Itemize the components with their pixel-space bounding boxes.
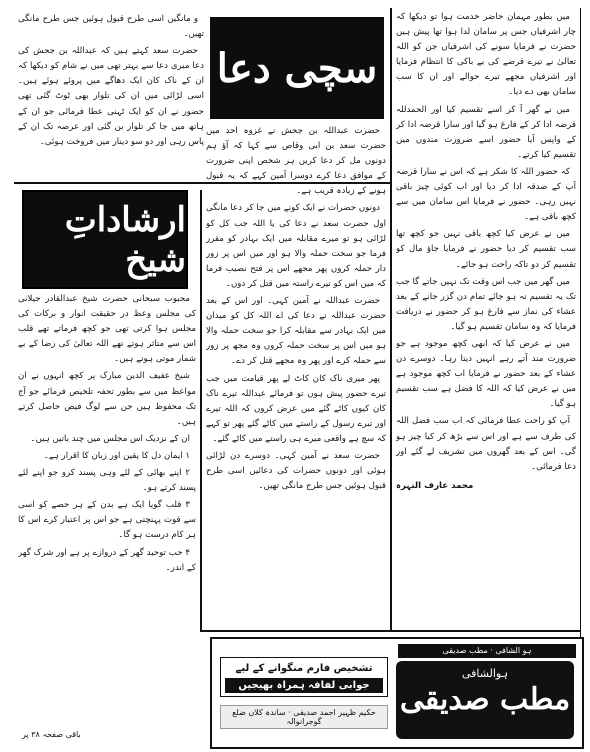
article-paragraph: شیخ عفیف الدین مبارک پر کچھ انہوں نے ان مواعظ میں سے بطور تحفہ تلخیص فرمائے جو آج تک محفوظ ہیں جن سے لوگ فیض حاصل کرتے ہیں۔	[18, 371, 196, 427]
numbered-point: ۲ اپنے بھائی کے لئے وہی پسند کرو جو اپنے لئے پسند کرتے ہو۔	[18, 468, 196, 494]
ad-logo-small: ہوالشافی	[461, 667, 509, 680]
ad-notice-line: جوابی لفافہ ہمراہ بھیجیں	[225, 678, 383, 693]
ad-notice-box	[220, 657, 388, 697]
article-paragraph: میں گھر میں جب اس وقت تک نہیں جاتے گا جب تک یہ تقسیم نہ ہو جائے تمام دن گزر جانے کے بعد عشاء کی نماز سے فارغ ہو کر حضور نے دریافت فرمایا کہ وہ سامان تقسیم ہو گیا۔	[396, 276, 576, 332]
right-column-article	[396, 10, 576, 628]
article-paragraph: میں نے عرض کیا کچھ باقی نہیں جو کچھ تھا سب تقسیم کر دیا حضور نے فرمایا جاؤ مال کو تقسیم کر دو تاکہ راحت ہو جائے۔	[396, 229, 576, 270]
continued-note: باقی صفحہ ۳۸ پر	[22, 730, 81, 739]
article-title-dua	[210, 17, 384, 119]
article-paragraph: میں نے گھر آ کر اسے تقسیم کیا اور الحمدللہ قرضہ ادا کر کے فارغ ہو گیا اور سارا قرضہ ادا کر کے واپس آیا حضور اسے ضرورت مندوں میں تقسیم کیا کرتے۔	[396, 104, 576, 160]
ad-header-strip: ہو الشافی · مطب صدیقی	[398, 644, 576, 658]
article-paragraph: میں نے عرض کیا کہ ابھی کچھ موجود ہے جو ضرورت مند آتے رہے انہیں دیتا رہا۔ دوسرے دن عشاء کے بعد حضور نے فرمایا اب کچھ موجود ہے میں نے عرض کیا کہ اللہ کا فضل ہے سب تقسیم ہو گیا۔	[396, 338, 576, 410]
article-paragraph: و مانگیں اسی طرح قبول ہوئیں جس طرح مانگی تھیں۔	[18, 14, 204, 40]
advertisement	[210, 637, 584, 749]
middle-column-article	[206, 124, 386, 628]
article-paragraph: حضرت سعد کہتے ہیں کہ عبداللہ بن جحش کی دعا میری دعا سے بہتر تھی میں نے شام کو دیکھا کہ ان کے ناک کان ایک دھاگے میں پروئے ہوئے ہیں۔ اسی لڑائی میں ان کی تلوار بھی ٹوٹ گئی تھی حضور نے ان کو ایک ٹہنی عطا فرمائی جو ان کے ہاتھ میں جا کر تلوار بن گئی اور عرصہ تک ان کے پاس رہی اور دو سو دینار میں فروخت ہوئی۔	[18, 46, 204, 147]
article-paragraph: ان کے نزدیک اس مجلس میں چند باتیں ہیں۔	[30, 433, 190, 444]
ad-address: حکیم ظہیر احمد صدیقی · ساندہ کلاں ضلع گوجرانوالہ	[220, 705, 388, 729]
article-paragraph: میں بطور مہمان حاضر خدمت ہوا تو دیکھا کہ چار اشرفیاں جس پر سامان لدا ہوا تھا پیش ہیں حضرت نے فرمایا سونے کی اشرفیاں جن کو اللہ تعالیٰ نے تیرے قرضے کی بے باکی کا انتظام فرمایا اور اشرفیاں مجھے تیرے حوالے اور ان کا سب سامان بھی دے دیا۔	[396, 12, 576, 98]
ad-info	[220, 657, 388, 729]
article-paragraph: دونوں حضرات نے ایک کونے میں جا کر دعا مانگی اول حضرت سعد نے دعا کی یا اللہ جب کل کو لڑائی ہو تو میرے مقابلہ میں ایک بہادر کو مقرر فرما جو سخت حملہ والا ہو اور میں اس پر زور دار حملہ کروں پھر مجھے اس پر فتح نصیب فرما کہ میں اس کو تیرے راستہ میں قتل کر دوں۔	[206, 203, 386, 289]
title-text: سچی دعا	[216, 44, 378, 92]
article-paragraph: حضرت عبداللہ بن جحش نے غزوہ احد میں حضرت سعد بن ابی وقاص سے کہا کہ آؤ ہم دونوں مل کر دعا کریں ہر شخص اپنی ضرورت کے موافق دعا کرے دوسرا آمین کہے کہ یہ قبول ہونے کے زیادہ قریب ہے۔	[206, 126, 386, 197]
article-paragraph: آپ کو راحت عطا فرمائی کہ اب سب فضل اللہ کی طرف سے ہے اور اس سے بڑھ کر کیا چیز ہو گی۔ اس کے بعد گھروں میں تشریف لے گئے اور دعا فرمائی۔	[396, 416, 576, 472]
numbered-point: ۳ قلب گویا ایک ہے بدن کے ہر حصے کو اسی سے قوت پہنچتی ہے جو اس پر اعتبار کرے اس کا ہر کام درست ہو گا۔	[18, 500, 196, 541]
top-left-article	[18, 12, 204, 178]
column-rule-middle	[200, 190, 202, 630]
article-paragraph: حضرت عبداللہ نے آمین کہی۔ اور اس کے بعد حضرت عبداللہ نے دعا کی اے اللہ کل کو میدان میں ایک بہادر سے مقابلہ کرا جو سخت حملہ والا ہو میں اس پر سخت حملہ کروں وہ مجھ پر زور سے حملہ کرے اور پھر وہ مجھے قتل کر دے۔	[206, 296, 386, 367]
ad-logo-name: مطب صدیقی	[399, 682, 571, 717]
author-signature: محمد عارف النہرہ	[396, 480, 474, 491]
left-column-article	[18, 292, 196, 726]
section-rule-bottom	[200, 630, 580, 632]
ad-logo	[396, 661, 574, 739]
article-title-irshad	[22, 190, 188, 289]
article-paragraph: کہ حضور اللہ کا شکر ہے کہ اس نے سارا قرضہ آپ کے صدقہ ادا کر دیا اور اب کوئی چیز باقی نہیں رہی۔ حضور نے فرمایا اس سامان میں سے کچھ باقی ہے۔	[396, 166, 576, 223]
ad-notice-line: تشخیص فارم منگوانے کے لیے	[235, 663, 373, 674]
column-rule-right	[390, 8, 392, 630]
numbered-point: ۱ ایمان دل کا یقین اور زبان کا اقرار ہے۔	[43, 450, 190, 461]
article-paragraph: محبوب سبحانی حضرت شیخ عبدالقادر جیلانی کی مجلس وعظ در حقیقت انوار و برکات کی مجلس ہوا کرتی تھی جو کچھ فرماتے تھے قلب اس سے متاثر ہوتے تھے اللہ تعالیٰ کی رضا کے بے شمار موتی ہوتے ہیں۔	[18, 294, 196, 365]
article-paragraph: پھر میری ناک کان کاٹ لے پھر قیامت میں جب تیرے حضور پیش ہوں تو فرمائے عبداللہ تیرے ناک کان کیوں کاٹے گئے میں عرض کروں کہ اللہ تیرے اور تیرے رسول کے راستے میں کاٹے گئے پھر تو کہے کہ سچ ہے واقعی میرے ہی راستے میں کاٹے گئے۔	[206, 373, 386, 444]
article-paragraph: حضرت سعد نے آمین کہی۔ دوسرے دن لڑائی ہوئی اور دونوں حضرات کی دعائیں اسی طرح قبول ہوئیں جس طرح مانگی تھیں۔	[206, 450, 386, 492]
title-text: ارشاداتِ شیخ	[64, 199, 186, 280]
numbered-point: ۴ حب توحید گھر کے دروازے پر ہے اور شرک گھر کے اندر۔	[18, 547, 196, 573]
